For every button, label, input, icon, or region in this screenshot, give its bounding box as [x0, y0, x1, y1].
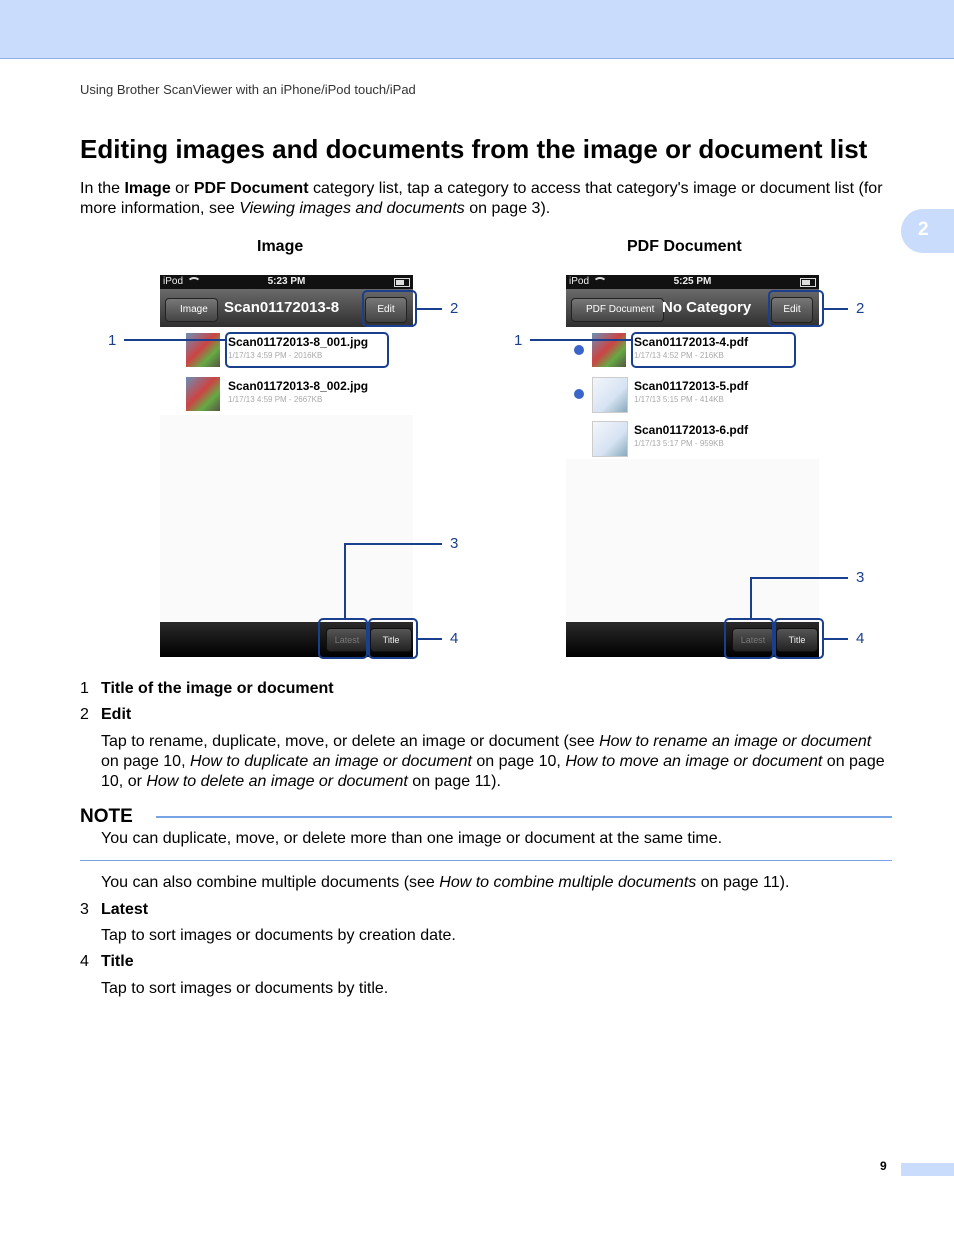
callout-leader — [750, 577, 752, 618]
running-header: Using Brother ScanViewer with an iPhone/iPod touch/iPad — [80, 82, 416, 97]
callout-number: 1 — [108, 332, 117, 349]
callout-number: 2 — [856, 300, 865, 317]
figure-label-pdf: PDF Document — [627, 238, 742, 255]
callout-box-title — [225, 332, 389, 368]
link-rename[interactable]: How to rename an image or document — [599, 733, 872, 750]
empty-row — [160, 503, 413, 548]
link-move[interactable]: How to move an image or document — [565, 753, 823, 770]
body-text: on page 10, — [101, 753, 190, 770]
page-number: 9 — [880, 1159, 887, 1173]
item-number: 3 — [80, 901, 89, 918]
callout-leader — [417, 308, 442, 310]
document-thumbnail — [592, 377, 628, 413]
item-heading: Title — [101, 953, 134, 970]
list-item[interactable] — [160, 371, 413, 416]
empty-row — [566, 503, 819, 548]
figure-label-image: Image — [257, 238, 304, 255]
body-text: Tap to rename, duplicate, move, or delete an image or document (see — [101, 733, 600, 750]
item-title: Scan01172013-6.pdf — [634, 423, 749, 437]
list-item[interactable] — [566, 371, 819, 416]
nav-title: Scan01172013-8 — [224, 299, 340, 316]
empty-row — [566, 547, 819, 592]
empty-row — [160, 459, 413, 504]
empty-row — [160, 415, 413, 460]
status-bar — [160, 275, 413, 289]
item-number: 1 — [80, 680, 89, 697]
item-meta: 1/17/13 4:52 PM - 216KB — [634, 351, 724, 360]
back-button[interactable]: Image — [165, 298, 218, 322]
callout-leader — [750, 577, 848, 579]
body-text: on page 10, or — [101, 753, 885, 790]
callout-box-title — [631, 332, 796, 368]
intro-link-viewing[interactable]: Viewing images and documents — [239, 200, 465, 217]
callout-leader — [344, 543, 442, 545]
page-title: Editing images and documents from the image or document list — [80, 134, 868, 164]
top-band — [0, 0, 954, 59]
chapter-tab — [901, 209, 954, 253]
callout-box-title-sort — [368, 618, 418, 659]
callout-box-edit — [768, 290, 824, 327]
nav-title: No Category — [662, 299, 752, 316]
intro-text: In the — [80, 180, 125, 197]
callout-number: 3 — [856, 569, 865, 586]
empty-row — [566, 459, 819, 504]
item-heading: Edit — [101, 706, 132, 723]
document-thumbnail — [592, 421, 628, 457]
body-text: You can also combine multiple documents (see — [101, 874, 440, 891]
link-combine[interactable]: How to combine multiple documents — [439, 874, 697, 891]
item-meta: 1/17/13 5:17 PM - 959KB — [634, 439, 724, 448]
item-meta: 1/17/13 5:15 PM - 414KB — [634, 395, 724, 404]
callout-number: 4 — [856, 630, 865, 647]
intro-paragraph — [80, 179, 890, 219]
item-title: Scan01172013-8_002.jpg — [228, 379, 369, 393]
image-thumbnail — [186, 377, 220, 411]
chapter-number: 2 — [918, 219, 929, 240]
body-text: on page 11). — [407, 773, 501, 790]
callout-leader — [824, 308, 848, 310]
link-duplicate[interactable]: How to duplicate an image or document — [189, 753, 472, 770]
carrier-label: iPod — [163, 276, 184, 287]
callout-box-latest — [318, 618, 368, 659]
battery-icon — [394, 278, 410, 287]
body-text: on page 11). — [696, 874, 790, 891]
callout-number: 4 — [450, 630, 459, 647]
callout-box-latest — [724, 618, 774, 659]
callout-box-title-sort — [774, 618, 824, 659]
item-heading: Title of the image or document — [101, 680, 334, 697]
callout-leader — [824, 638, 848, 640]
item-description: Tap to sort images or documents by creation date. — [101, 927, 456, 944]
item-number: 2 — [80, 706, 89, 723]
status-time: 5:25 PM — [673, 276, 712, 287]
item-description: Tap to sort images or documents by title. — [101, 980, 389, 997]
item-meta: 1/17/13 4:59 PM - 2016KB — [228, 351, 323, 360]
note-heading: NOTE — [80, 806, 133, 827]
latest-sort-button[interactable]: Latest — [732, 628, 774, 652]
link-delete[interactable]: How to delete an image or document — [146, 773, 408, 790]
back-button[interactable]: PDF Document — [571, 298, 664, 322]
item-number: 4 — [80, 953, 89, 970]
unread-dot-icon — [574, 345, 584, 355]
intro-bold-image: Image — [124, 180, 171, 197]
note-text: You can duplicate, move, or delete more than one image or document at the same time. — [101, 830, 723, 847]
callout-number: 2 — [450, 300, 459, 317]
item-meta: 1/17/13 4:59 PM - 2667KB — [228, 395, 323, 404]
empty-row — [160, 547, 413, 592]
latest-sort-button[interactable]: Latest — [326, 628, 368, 652]
intro-text: category list, tap a category to access that category's image or document list (for more information, see — [80, 180, 883, 217]
title-sort-button[interactable]: Title — [776, 628, 818, 652]
combine-paragraph — [101, 873, 891, 893]
body-text: on page 10, — [471, 753, 566, 770]
item-title: Scan01172013-5.pdf — [634, 379, 749, 393]
callout-leader — [530, 339, 631, 341]
carrier-label: iPod — [569, 276, 590, 287]
edit-button[interactable]: Edit — [365, 297, 407, 323]
item-description — [101, 732, 891, 792]
callout-leader — [124, 339, 225, 341]
unread-dot-icon — [574, 389, 584, 399]
callout-number: 3 — [450, 535, 459, 552]
callout-number: 1 — [514, 332, 523, 349]
page-number-bar — [901, 1163, 954, 1176]
callout-box-edit — [362, 290, 417, 327]
intro-text: on page 3). — [464, 200, 551, 217]
intro-bold-pdf: PDF Document — [193, 180, 309, 197]
callout-leader — [344, 543, 346, 618]
intro-text: or — [170, 180, 194, 197]
item-title: Scan01172013-8_001.jpg — [228, 335, 369, 349]
title-sort-button[interactable]: Title — [370, 628, 412, 652]
status-time: 5:23 PM — [267, 276, 306, 287]
edit-button[interactable]: Edit — [771, 297, 813, 323]
note-rule — [156, 816, 892, 818]
battery-icon — [800, 278, 816, 287]
note-bottom-rule — [80, 860, 892, 861]
status-bar — [566, 275, 819, 289]
item-title: Scan01172013-4.pdf — [634, 335, 749, 349]
callout-leader — [418, 638, 442, 640]
item-heading: Latest — [101, 901, 149, 918]
list-item[interactable] — [566, 415, 819, 460]
